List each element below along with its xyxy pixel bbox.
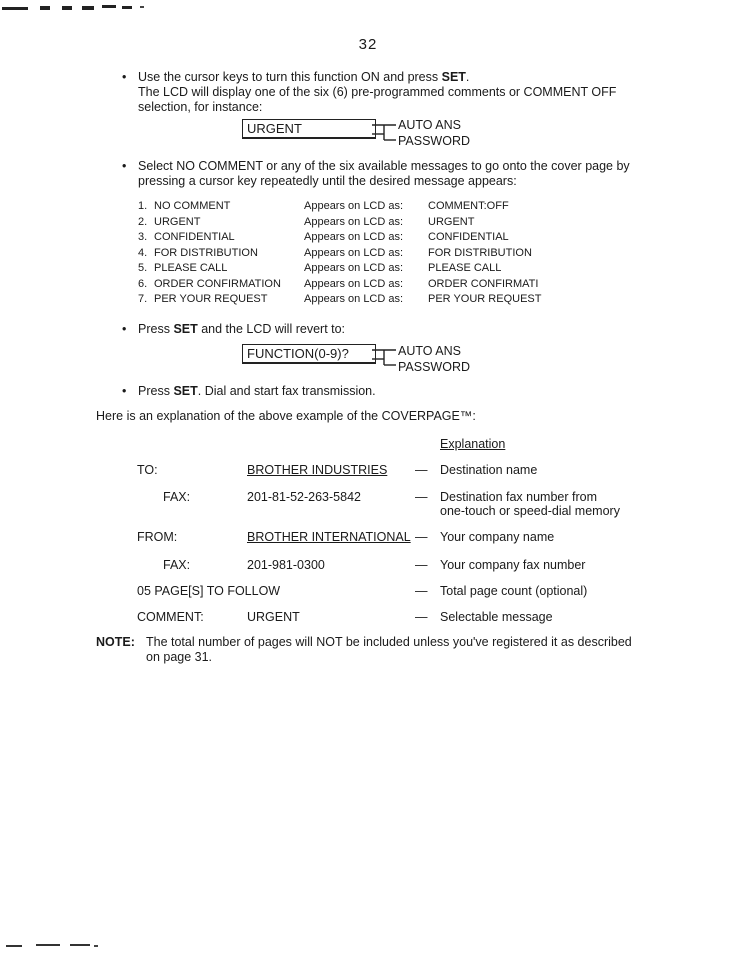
- pages-label: 05 PAGE[S] TO FOLLOW: [137, 584, 281, 598]
- bullet-select-comment: [122, 159, 638, 189]
- comment-row: [138, 278, 542, 294]
- dash: —: [415, 530, 428, 544]
- dash: —: [415, 610, 428, 624]
- comment-name: ORDER CONFIRMATION: [154, 277, 281, 290]
- comment-appears-label: Appears on LCD as:: [304, 246, 404, 259]
- comment-name: NO COMMENT: [154, 200, 231, 212]
- comment-number: 4.: [138, 246, 148, 259]
- dash: —: [415, 490, 428, 504]
- page-number: 32: [358, 36, 378, 53]
- set-key-label: SET: [173, 384, 198, 398]
- coverpage-intro: Here is an explanation of the above example of the COVERPAGE™:: [96, 409, 476, 423]
- comment-number: 1.: [138, 200, 148, 212]
- lcd-side-auto-ans: AUTO ANS: [398, 118, 461, 132]
- comment-label: COMMENT:: [137, 610, 204, 624]
- comment-number: 6.: [138, 277, 148, 290]
- comment-lcd-text: FOR DISTRIBUTION: [428, 246, 532, 259]
- bullet-text-end: . Dial and start fax transmission.: [197, 384, 376, 398]
- comment-row: [138, 216, 542, 232]
- comment-number: 7.: [138, 293, 148, 305]
- lcd-side-password: PASSWORD: [398, 134, 470, 148]
- comment-name: PLEASE CALL: [154, 262, 228, 274]
- fax2-label: FAX:: [163, 558, 191, 572]
- bullet-text: Use the cursor keys to turn this function ON and press: [138, 70, 442, 84]
- dash: —: [415, 463, 428, 477]
- comment-row: [138, 231, 542, 247]
- explanation-heading: Explanation: [440, 437, 506, 451]
- comment-row: [138, 200, 542, 216]
- comment-value: URGENT: [247, 610, 300, 624]
- dash: —: [415, 584, 428, 598]
- comment-lcd-text: PER YOUR REQUEST: [428, 293, 542, 305]
- comment-lcd-text: COMMENT:OFF: [428, 200, 509, 212]
- from-explanation: Your company name: [440, 530, 555, 544]
- to-explanation: Destination name: [440, 463, 538, 477]
- bullet-dot: •: [122, 70, 127, 84]
- fax2-value: 201-981-0300: [247, 558, 325, 572]
- to-label: TO:: [137, 463, 158, 477]
- comment-appears-label: Appears on LCD as:: [304, 200, 404, 212]
- lcd-side-auto-ans: AUTO ANS: [398, 344, 461, 358]
- comment-appears-label: Appears on LCD as:: [304, 231, 404, 243]
- bullet-text: Press: [138, 322, 174, 336]
- bullet-dot: •: [122, 159, 127, 173]
- comment-appears-label: Appears on LCD as:: [304, 293, 404, 305]
- comment-lcd-text: PLEASE CALL: [428, 262, 502, 274]
- bullet-dot: •: [122, 384, 127, 398]
- comment-appears-label: Appears on LCD as:: [304, 277, 404, 290]
- fax1-label: FAX:: [163, 490, 191, 504]
- comments-table: [138, 200, 542, 309]
- comment-explanation: Selectable message: [440, 610, 553, 624]
- pages-explanation: Total page count (optional): [440, 584, 588, 598]
- set-key-label: SET: [441, 70, 466, 84]
- comment-number: 3.: [138, 231, 148, 243]
- comment-number: 5.: [138, 262, 148, 274]
- bullet-text-end: and the LCD will revert to:: [197, 322, 346, 336]
- scan-artifact-bottom: [0, 940, 120, 952]
- lcd-bracket: [372, 120, 398, 148]
- bullet-text: Select NO COMMENT or any of the six available messages to go onto the cover page by pressing a cursor key repeatedly until the desired message appears:: [138, 159, 630, 188]
- set-key-label: SET: [173, 322, 198, 336]
- note-text: The total number of pages will NOT be included unless you've registered it as described on page 31.: [146, 635, 632, 664]
- comment-row: [138, 293, 542, 309]
- fax1-value: 201-81-52-263-5842: [247, 490, 361, 504]
- comment-row: [138, 262, 542, 278]
- fax2-explanation: Your company fax number: [440, 558, 586, 572]
- dash: —: [415, 558, 428, 572]
- bullet-text-line2: The LCD will display one of the six (6) pre-programmed comments or COMMENT OFF selection, for instance:: [138, 85, 617, 114]
- lcd-display: URGENT: [242, 119, 376, 138]
- fax1-explanation-line2: one-touch or speed-dial memory: [440, 504, 620, 518]
- lcd-side-password: PASSWORD: [398, 360, 470, 374]
- comment-number: 2.: [138, 215, 148, 228]
- from-label: FROM:: [137, 530, 178, 544]
- comments-list: [138, 200, 542, 309]
- comment-name: FOR DISTRIBUTION: [154, 246, 258, 259]
- to-value: BROTHER INDUSTRIES: [247, 463, 388, 477]
- fax1-explanation-line1: Destination fax number from: [440, 490, 598, 504]
- from-value: BROTHER INTERNATIONAL: [247, 530, 411, 544]
- bullet-turn-on: [122, 70, 638, 115]
- bullet-text-end: .: [465, 70, 470, 84]
- comment-lcd-text: URGENT: [428, 215, 475, 228]
- bullet-dot: •: [122, 322, 127, 336]
- comment-name: CONFIDENTIAL: [154, 231, 235, 243]
- bullet-dial: [122, 384, 638, 399]
- lcd-bracket: [372, 345, 398, 373]
- bullet-text: Press: [138, 384, 174, 398]
- scan-artifact-top: [0, 0, 170, 14]
- comment-name: PER YOUR REQUEST: [154, 293, 268, 305]
- lcd-display: FUNCTION(0-9)?: [242, 344, 376, 363]
- comment-appears-label: Appears on LCD as:: [304, 215, 404, 228]
- comment-lcd-text: CONFIDENTIAL: [428, 231, 509, 243]
- bullet-press-set: [122, 322, 638, 337]
- comment-lcd-text: ORDER CONFIRMATI: [428, 277, 539, 290]
- comment-name: URGENT: [154, 215, 201, 228]
- comment-appears-label: Appears on LCD as:: [304, 262, 404, 274]
- comment-row: [138, 247, 542, 263]
- note-label: NOTE:: [96, 635, 135, 649]
